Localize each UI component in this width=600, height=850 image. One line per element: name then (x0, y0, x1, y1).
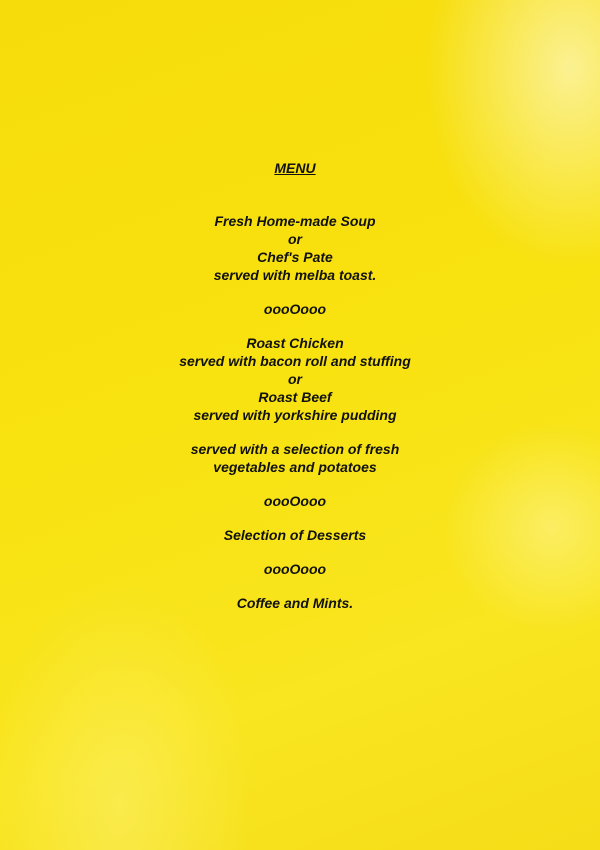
sides-section (150, 440, 440, 476)
dessert-line: Selection of Desserts (223, 527, 367, 543)
starters-section (150, 212, 440, 284)
main-chicken: Roast Chicken (246, 335, 344, 351)
sides-line-2: vegetables and potatoes (213, 459, 377, 475)
main-beef: Roast Beef (258, 389, 332, 405)
sides-line-1: served with a selection of fresh (190, 441, 400, 457)
separator-3: oooOooo (263, 561, 327, 577)
separator-1: oooOooo (263, 301, 327, 317)
separator-2: oooOooo (263, 493, 327, 509)
menu-title: MENU (274, 160, 316, 176)
main-or: or (288, 371, 302, 387)
menu-content (150, 160, 440, 612)
starter-pate: Chef's Pate (257, 249, 333, 265)
main-beef-note: served with yorkshire pudding (193, 407, 397, 423)
starter-soup: Fresh Home-made Soup (214, 213, 376, 229)
starter-pate-note: served with melba toast. (213, 267, 377, 283)
main-chicken-note: served with bacon roll and stuffing (179, 353, 411, 369)
starter-or: or (288, 231, 302, 247)
coffee-line: Coffee and Mints. (236, 595, 354, 611)
mains-section (150, 334, 440, 424)
